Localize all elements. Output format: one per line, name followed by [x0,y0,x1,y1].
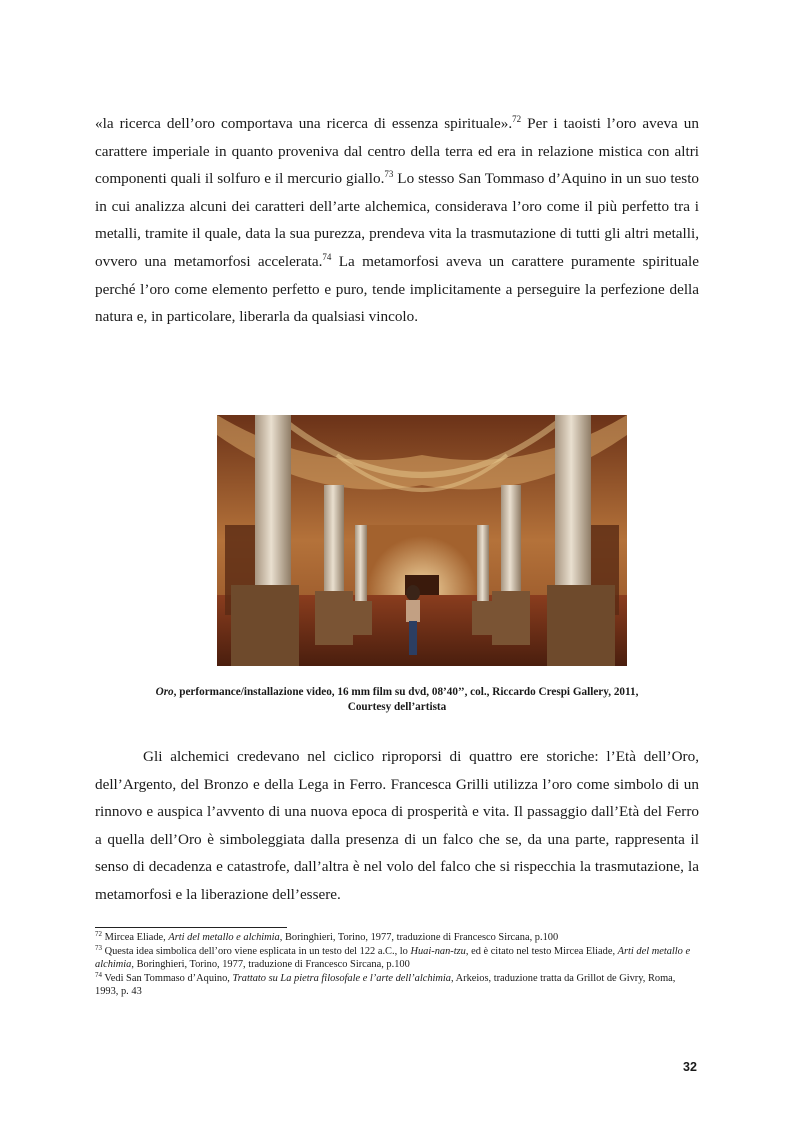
artwork-photo [217,415,627,666]
figure-caption-credit: Courtesy dell’artista [347,701,447,713]
body-paragraph-2: Gli alchemici credevano nel ciclico riproporsi di quattro ere storiche: l’Età dell’Oro, dell’Argento, del Bronzo e della Lega in Ferro. Francesca Grilli utilizza l’oro come simbolo di un rinnovo e auspica l’avvento di una nuova epoca di prosperità e vita. Il passaggio dall’Età del Ferro a quella dell’Oro è simboleggiata dalla presenza di un falco che se, da una parte, rappresenta il senso di decadenza e catastrofe, dall’altra è nel volo del falco che si rispecchia la trasmutazione, la metamorfosi e la liberazione dell’essere. [95,748,699,903]
footnote-74: $^{74}$ Vedi San Tommaso d’Aquino, Trattato su La pietra filosofale e l’arte dell’alchimia, Arkeios, traduzione tratta da Grillot de Givry, Roma, 1993, p. 43 [95,971,676,998]
page-number: 32 [683,1060,697,1074]
body-paragraph-1: «la ricerca dell’oro comportava una ricerca di essenza spirituale».$^{72}$ Per i taoisti l’oro aveva un carattere imperiale in quanto proveniva dal centro della terra ed era in relazione mistica con altri componenti quali il solfuro e il mercurio giallo.$^{73}$ Lo stesso San Tommaso d’Aquino in un suo testo in cui analizza alcuni dei caratteri dell’arte alchemica, considerava l’oro come il più perfetto tra i metalli, tramite il quale, data la sua purezza, prendeva vita la trasmutazione di tutti gli altri metalli, ovvero una metamorfosi accelerata.$^{74}$ La metamorfosi aveva un carattere puramente spirituale perché l’oro come elemento perfetto e puro, tende implicitamente a perseguire la perfezione della natura e, in particolare, liberarla da qualsiasi vincolo. [95,114,700,326]
footnote-ref-74[interactable]: 74 [322,251,332,262]
figure-caption: Oro, performance/installazione video, 16 mm film su dvd, 08’40’’, col., Riccardo Crespi Gallery, 2011, [155,686,639,698]
footnote-73: $^{73}$ Questa idea simbolica dell’oro viene esplicata in un testo del 122 a.C., lo Huai-nan-tzu, ed è citato nel testo Mircea Eliade, Arti del metallo e alchimia, Boringhieri, Torino, 1977, traduzione di Francesco Sircana, p.100 [95,944,691,971]
footnote-72: $^{72}$ Mircea Eliade, Arti del metallo e alchimia, Boringhieri, Torino, 1977, traduzione di Francesco Sircana, p.100 [95,930,559,943]
footnote-ref-73[interactable]: 73 [384,169,394,180]
footnote-separator [95,927,287,928]
library-hall-illustration [217,415,627,666]
caption-artwork-title: Oro [155,686,174,698]
footnote-ref-72[interactable]: 72 [512,114,522,124]
